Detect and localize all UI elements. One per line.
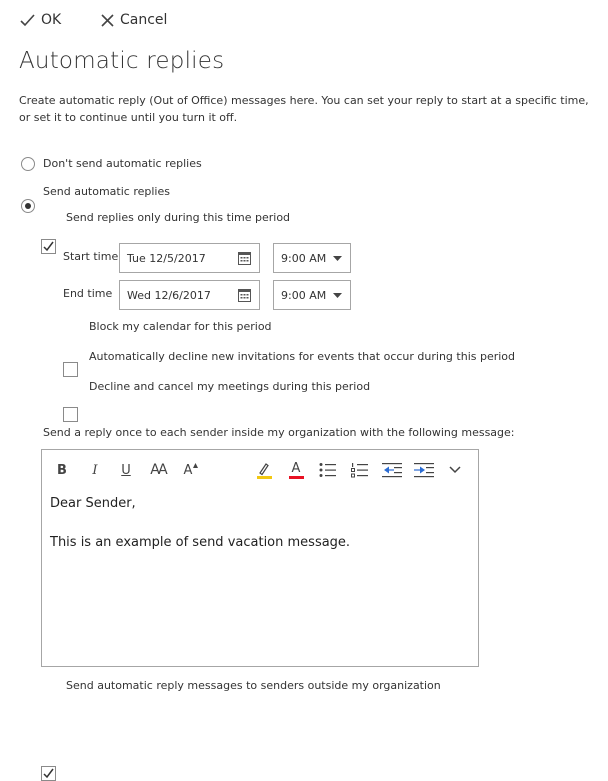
send-replies-radio[interactable] — [21, 199, 35, 213]
font-color-button[interactable] — [286, 459, 306, 481]
time-period-checkbox[interactable] — [41, 239, 56, 254]
grow-font-label: A — [183, 462, 193, 478]
font-color-swatch — [289, 476, 304, 479]
block-calendar-checkbox[interactable] — [63, 362, 78, 377]
font-size-button[interactable]: AA — [150, 462, 166, 478]
end-date-field[interactable] — [119, 280, 260, 310]
bulleted-list-icon — [319, 462, 337, 478]
outside-org-label: Send automatic reply messages to senders outside my organization — [66, 679, 441, 692]
editor-toolbar — [42, 459, 478, 481]
message-line-1: Dear Sender, — [50, 496, 136, 511]
cancel-button[interactable] — [101, 12, 167, 28]
message-line-2: This is an example of send vacation message. — [50, 535, 351, 550]
start-time-dropdown[interactable] — [273, 243, 351, 273]
end-date-value: Wed 12/6/2017 — [127, 288, 211, 302]
checkmark-icon — [43, 241, 54, 252]
increase-indent-button[interactable] — [413, 459, 435, 481]
end-time-label: End time — [63, 287, 113, 300]
dont-send-radio[interactable] — [21, 157, 35, 171]
underline-button[interactable]: U — [121, 462, 131, 478]
ok-button[interactable] — [20, 12, 61, 28]
chevron-down-icon — [333, 293, 342, 298]
calendar-icon — [238, 252, 251, 265]
cancel-meetings-label: Decline and cancel my meetings during this period — [89, 380, 371, 393]
end-time-dropdown[interactable] — [273, 280, 351, 310]
numbering-button[interactable] — [350, 459, 370, 481]
page-description: Create automatic reply (Out of Office) messages here. You can set your reply to start at a specific time, or set it to continue until you turn it off. — [19, 94, 589, 124]
bullets-button[interactable] — [318, 459, 338, 481]
outside-org-checkbox[interactable] — [41, 766, 56, 781]
checkmark-icon — [20, 14, 35, 27]
highlighter-icon — [255, 461, 273, 479]
message-editor[interactable] — [41, 449, 479, 667]
increase-indent-icon — [414, 462, 434, 478]
highlight-button[interactable] — [254, 459, 274, 481]
font-color-label: A — [291, 461, 301, 476]
decrease-indent-button[interactable] — [381, 459, 403, 481]
more-options-button[interactable] — [447, 459, 463, 481]
grow-font-button[interactable] — [182, 459, 200, 481]
start-date-field[interactable] — [119, 243, 260, 273]
time-period-label: Send replies only during this time period — [66, 211, 291, 224]
calendar-icon — [238, 289, 251, 302]
start-date-value: Tue 12/5/2017 — [127, 251, 206, 265]
start-time-label: Start time — [63, 250, 119, 263]
caret-up-icon — [193, 463, 198, 468]
chevron-down-icon — [449, 466, 461, 474]
ok-label: OK — [41, 12, 62, 28]
decline-invitations-label: Automatically decline new invitations for events that occur during this period — [89, 350, 516, 363]
decline-invitations-checkbox[interactable] — [63, 407, 78, 422]
decrease-indent-icon — [382, 462, 402, 478]
page-title: Automatic replies — [19, 48, 225, 74]
dont-send-label: Don't send automatic replies — [43, 157, 202, 170]
start-time-value: 9:00 AM — [281, 251, 327, 265]
chevron-down-icon — [333, 256, 342, 261]
numbered-list-icon — [351, 462, 369, 478]
cancel-label: Cancel — [120, 12, 168, 28]
inside-message-label: Send a reply once to each sender inside my organization with the following message: — [43, 426, 515, 439]
send-replies-label: Send automatic replies — [43, 185, 170, 198]
block-calendar-label: Block my calendar for this period — [89, 320, 272, 333]
close-icon — [101, 14, 114, 27]
bold-button[interactable]: B — [57, 462, 67, 478]
end-time-value: 9:00 AM — [281, 288, 327, 302]
italic-button[interactable]: I — [92, 462, 98, 478]
checkmark-icon — [43, 768, 54, 779]
